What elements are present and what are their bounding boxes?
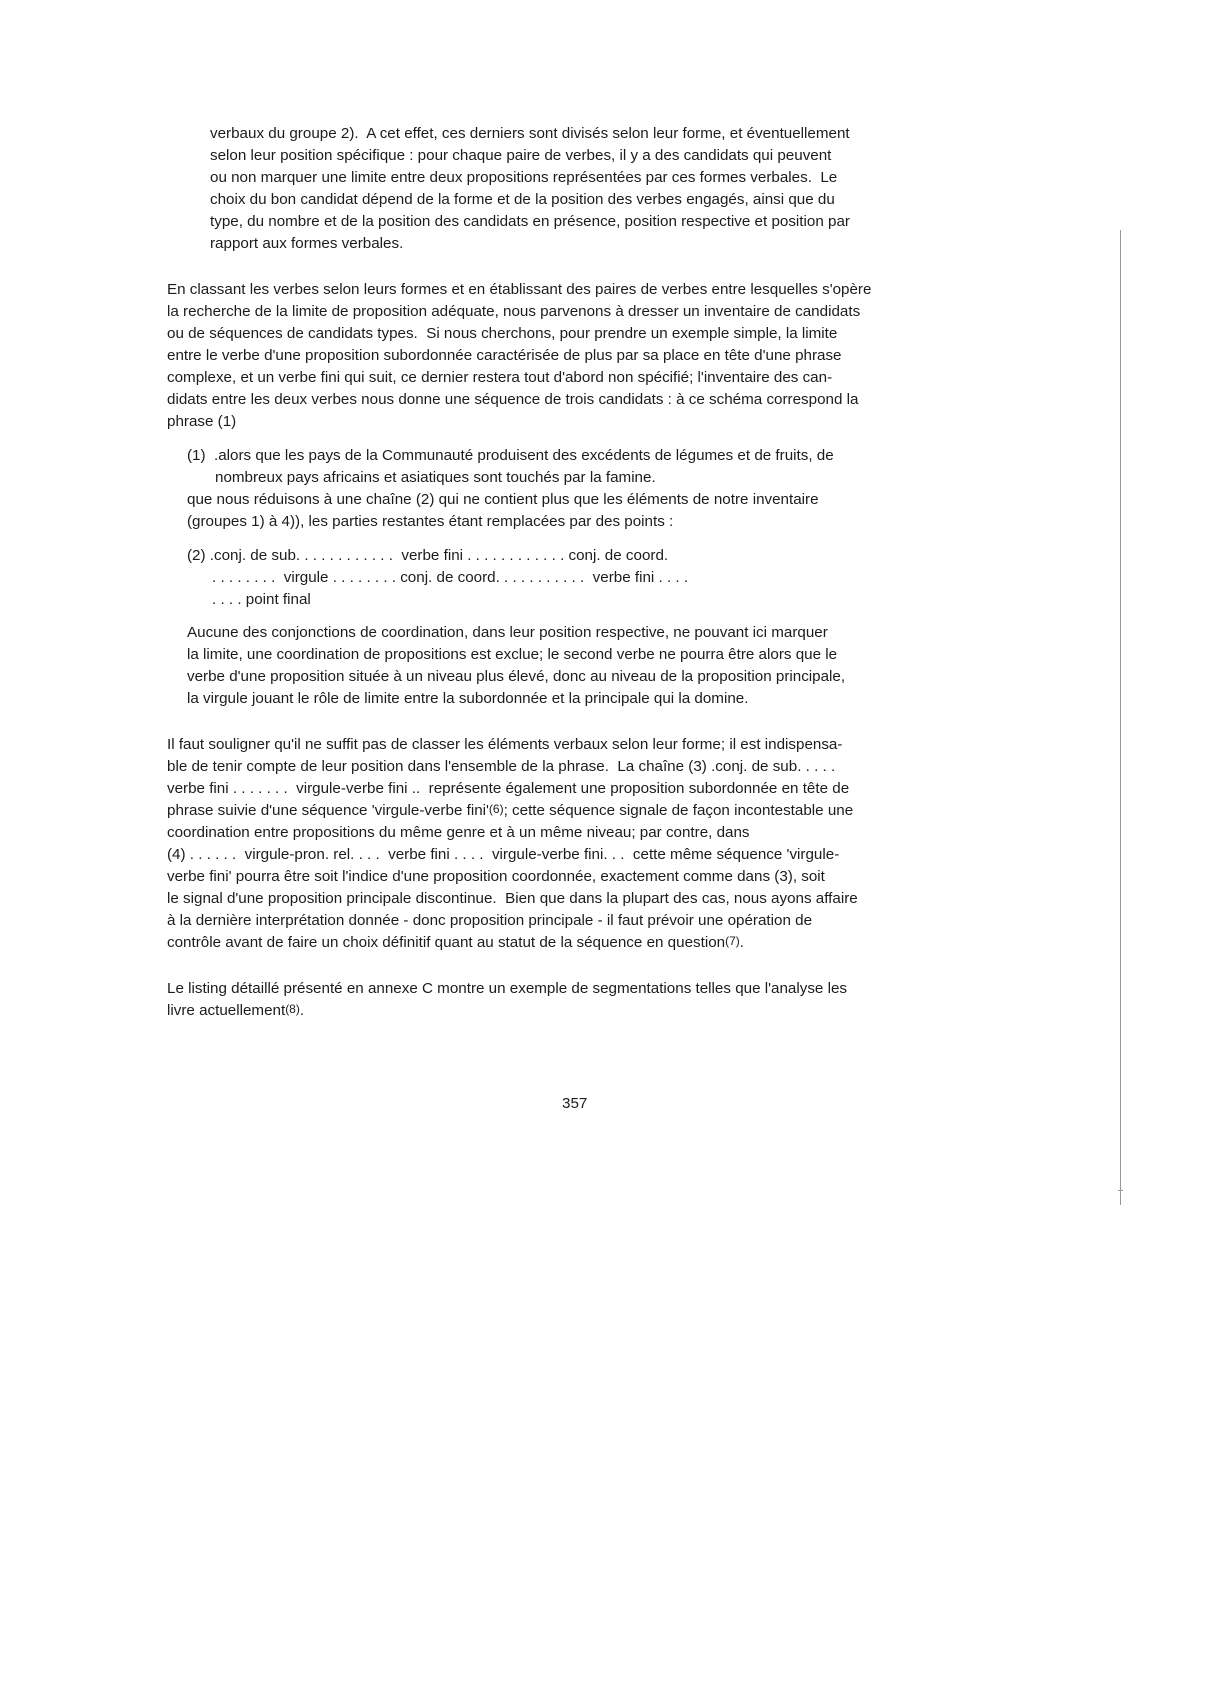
text-line <box>167 1002 304 1020</box>
text-line: verbe fini . . . . . . . virgule-verbe fini .. représente également une proposition subordonnée en tête de <box>167 780 850 797</box>
text-line: Aucune des conjonctions de coordination, dans leur position respective, ne pouvant ici marquer <box>187 624 828 641</box>
chain-2-line: . . . . . . . . virgule . . . . . . . . conj. de coord. . . . . . . . . . . verbe fini . . . . <box>212 569 689 586</box>
text-span: . <box>299 1002 305 1019</box>
text-line: (4) . . . . . . virgule-pron. rel. . . . verbe fini . . . . virgule-verbe fini. . . cette même séquence 'virgule- <box>167 846 840 863</box>
text-line: ble de tenir compte de leur position dans l'ensemble de la phrase. La chaîne (3) .conj. de sub. . . . . <box>167 758 836 775</box>
text-line: choix du bon candidat dépend de la forme et de la position des verbes engagés, ainsi que du <box>210 191 835 208</box>
text-line: que nous réduisons à une chaîne (2) qui ne contient plus que les éléments de notre inventaire <box>187 491 819 508</box>
text-line: à la dernière interprétation donnée - donc proposition principale - il faut prévoir une opération de <box>167 912 813 929</box>
text-span: contrôle avant de faire un choix définitif quant au statut de la séquence en question <box>167 934 726 951</box>
footnote-ref-6: (6) <box>488 802 504 816</box>
text-span: . <box>739 934 745 951</box>
text-line: ou de séquences de candidats types. Si nous cherchons, pour prendre un exemple simple, la limite <box>167 325 838 342</box>
text-line: rapport aux formes verbales. <box>210 235 404 252</box>
text-span: livre actuellement <box>167 1002 286 1019</box>
footnote-ref-7: (7) <box>725 934 740 948</box>
text-line: verbe d'une proposition située à un niveau plus élevé, donc au niveau de la proposition principale, <box>187 668 846 685</box>
chain-2-line: (2) .conj. de sub. . . . . . . . . . . . verbe fini . . . . . . . . . . . . conj. de coord. <box>187 547 669 564</box>
chain-2-line: . . . . point final <box>212 591 311 608</box>
page-number: 357 <box>562 1095 588 1112</box>
text-line: phrase (1) <box>167 413 237 430</box>
text-line: selon leur position spécifique : pour chaque paire de verbes, il y a des candidats qui peuvent <box>210 147 832 164</box>
example-1-line: (1) .alors que les pays de la Communauté produisent des excédents de légumes et de fruits, de <box>187 447 834 464</box>
text-line <box>167 802 853 820</box>
text-line <box>167 934 744 952</box>
text-span: phrase suivie d'une séquence 'virgule-verbe fini' <box>167 802 489 819</box>
text-line: entre le verbe d'une proposition subordonnée caractérisée de plus par sa place en tête d'une phrase <box>167 347 842 364</box>
text-line: En classant les verbes selon leurs formes et en établissant des paires de verbes entre lesquelles s'opère <box>167 281 872 298</box>
text-line: verbaux du groupe 2). A cet effet, ces derniers sont divisés selon leur forme, et éventuellement <box>210 125 850 142</box>
text-line: didats entre les deux verbes nous donne une séquence de trois candidats : à ce schéma correspond la <box>167 391 859 408</box>
text-line: la recherche de la limite de proposition adéquate, nous parvenons à dresser un inventaire de candidats <box>167 303 861 320</box>
margin-rule <box>1120 230 1121 1205</box>
text-line: Il faut souligner qu'il ne suffit pas de classer les éléments verbaux selon leur forme; il est indispensa- <box>167 736 843 753</box>
text-line: la virgule jouant le rôle de limite entre la subordonnée et la principale qui la domine. <box>187 690 749 707</box>
text-line: ou non marquer une limite entre deux propositions représentées par ces formes verbales. Le <box>210 169 838 186</box>
footnote-ref-8: (8) <box>285 1002 300 1016</box>
text-line: la limite, une coordination de propositions est exclue; le second verbe ne pourra être alors que le <box>187 646 838 663</box>
text-line: le signal d'une proposition principale discontinue. Bien que dans la plupart des cas, nous ayons affaire <box>167 890 858 907</box>
example-1-line: nombreux pays africains et asiatiques sont touchés par la famine. <box>215 469 656 486</box>
text-line: type, du nombre et de la position des candidats en présence, position respective et position par <box>210 213 850 230</box>
text-span: ; cette séquence signale de façon incontestable une <box>503 802 854 819</box>
text-line: (groupes 1) à 4)), les parties restantes étant remplacées par des points : <box>187 513 674 530</box>
text-line: coordination entre propositions du même genre et à un même niveau; par contre, dans <box>167 824 750 841</box>
text-line: complexe, et un verbe fini qui suit, ce dernier restera tout d'abord non spécifié; l'inventaire des can- <box>167 369 833 386</box>
text-line: verbe fini' pourra être soit l'indice d'une proposition coordonnée, exactement comme dans (3), soit <box>167 868 825 885</box>
text-line: Le listing détaillé présenté en annexe C montre un exemple de segmentations telles que l'analyse les <box>167 980 848 997</box>
margin-rule-tick <box>1118 1190 1123 1191</box>
